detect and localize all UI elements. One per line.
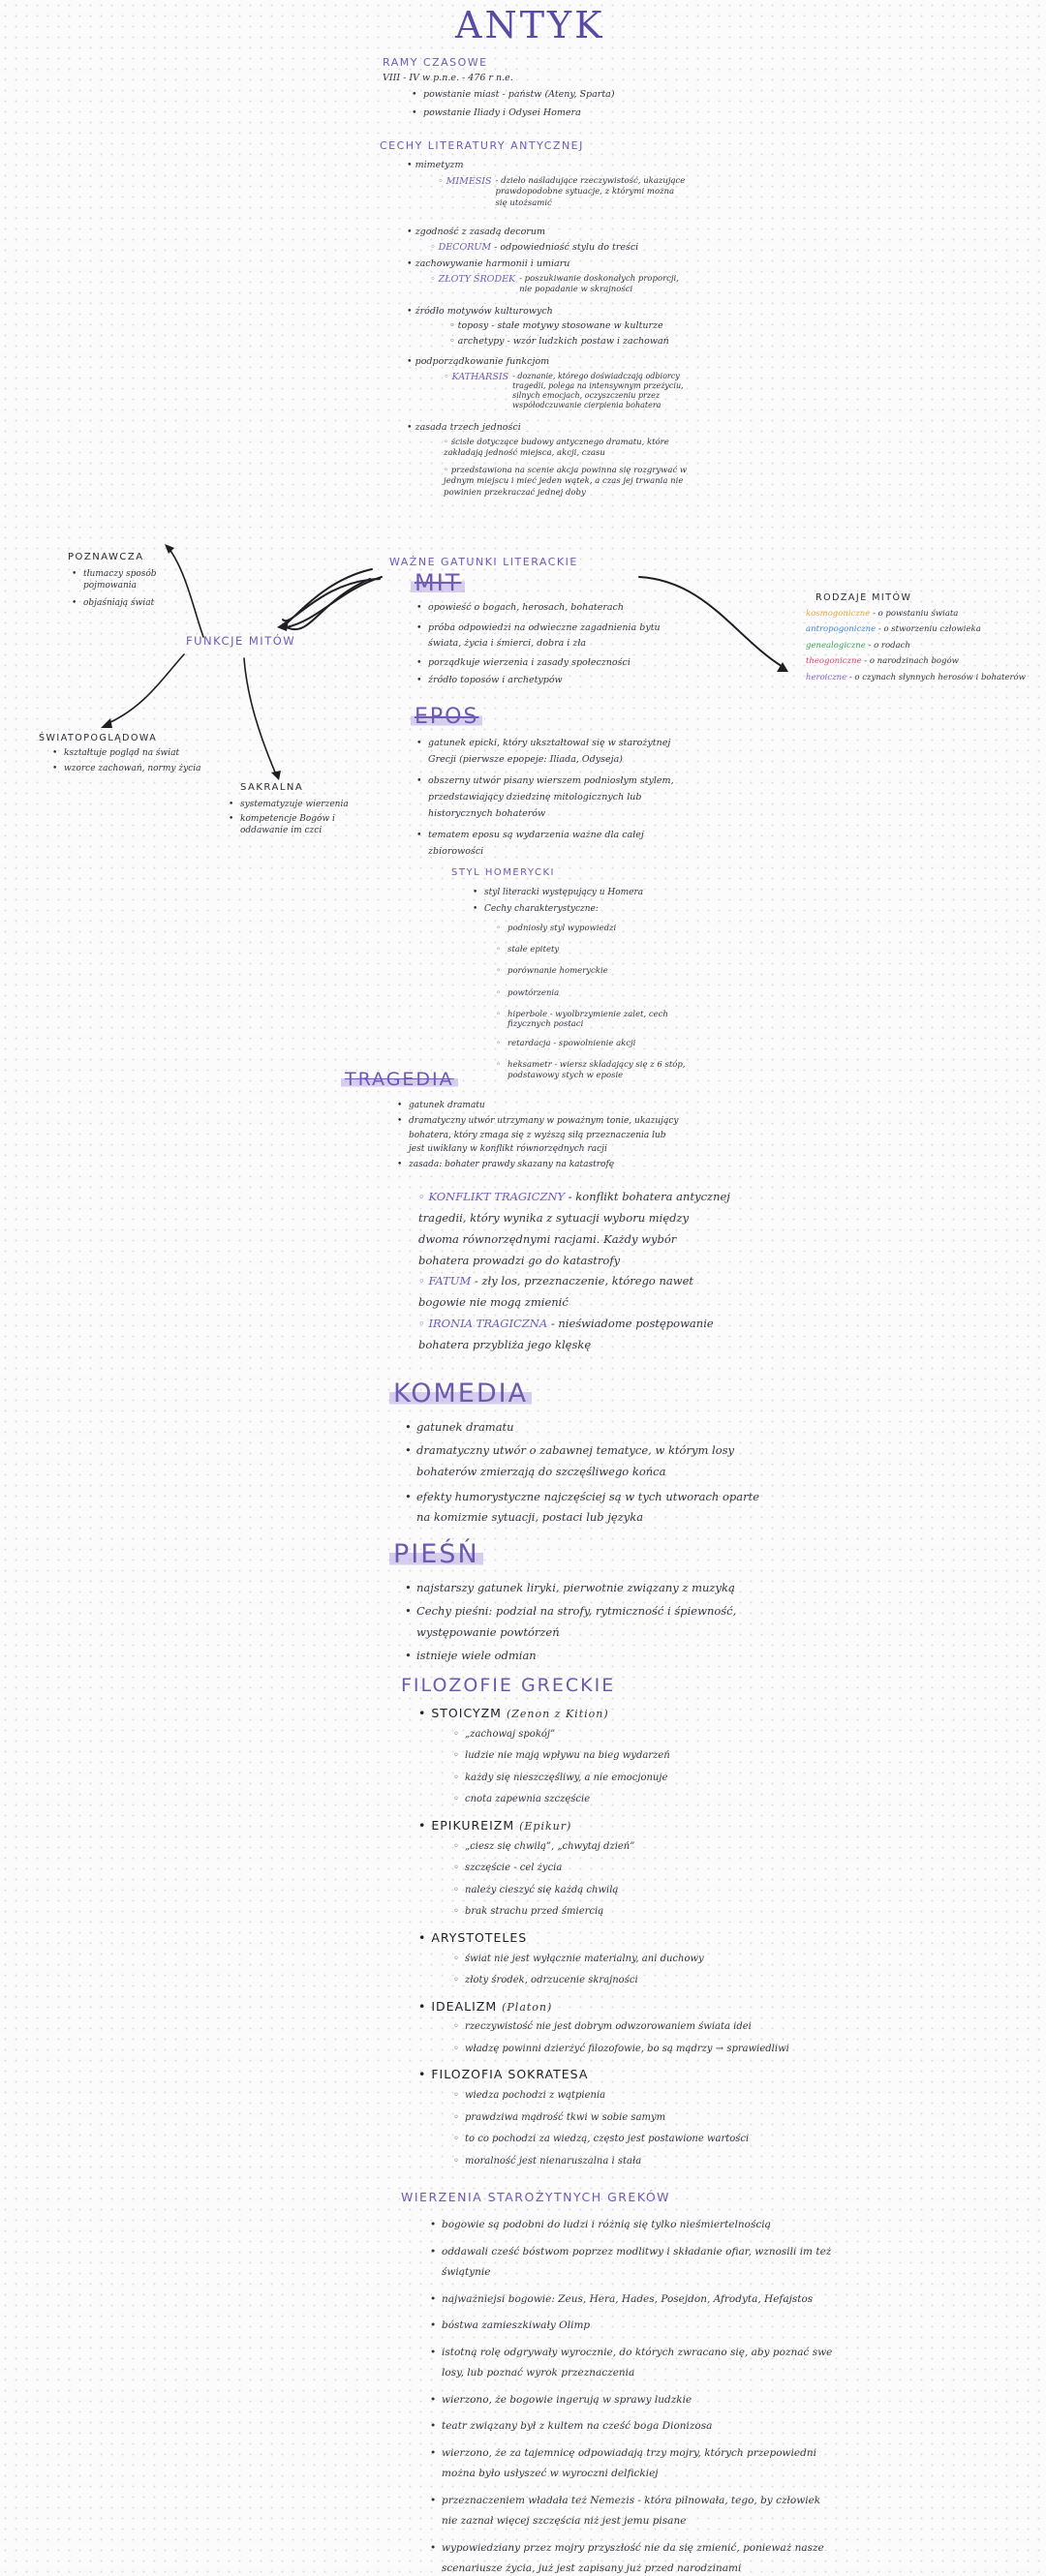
- zloty-def: - poszukiwanie doskonałych proporcji, nie popadanie w skrajności: [519, 273, 679, 295]
- katharsis-term: KATHARSIS: [451, 371, 509, 382]
- fatum-def: - zły los, przeznaczenie, którego nawet bogowie nie mogą zmienić: [418, 1274, 694, 1310]
- list-item: • próba odpowiedzi na odwieczne zagadnienia bytu świata, życia i śmierci, dobra i zła: [416, 621, 673, 652]
- konflikt-def: - konflikt bohatera antycznej tragedii, który wynika z sytuacji wyboru między dwoma równorzędnymi racjami. Każdy wybór bohatera prowadzi go do katastrofy: [418, 1190, 730, 1267]
- list-item: ◦ szczęście - cel życia: [453, 1862, 864, 1875]
- mimesis-def: - dzieło naśladujące rzeczywistość, ukazujące prawdopodobne sytuacje, z którymi można się utożsamić: [495, 175, 686, 208]
- list-item: ◦ hiperbole - wyolbrzymienie zalet, cech fizycznych postaci: [496, 1010, 690, 1029]
- piesn-list: [405, 1580, 792, 1664]
- list-item: • obszerny utwór pisany wierszem podniosłym stylem, przedstawiający dziedzinę mitologicznych lub historycznych bohaterów: [416, 773, 678, 822]
- filozofia-heading: • FILOZOFIA SOKRATESA: [418, 2067, 589, 2082]
- mit-heading: MIT: [411, 569, 465, 596]
- cechy-section: [380, 139, 680, 152]
- list-item: • wzorce zachowań, normy życia: [52, 763, 232, 774]
- funkcje-center: FUNKCJE MITÓW: [186, 634, 296, 648]
- epos-heading: EPOS: [411, 705, 482, 729]
- list-item: • Cechy pieśni: podział na strofy, rytmiczność i śpiewność, występowanie powtórzeń: [405, 1601, 792, 1644]
- filozofia-heading: • ARYSTOTELES: [418, 1929, 528, 1945]
- filozofia-name: IDEALIZM: [431, 1998, 498, 2014]
- list-item: • istotną rolę odgrywały wyrocznie, do których zwracano się, aby poznać swe losy, lub poznać wyrok przeznaczenia: [430, 2343, 837, 2384]
- filozofie-list: [418, 1706, 864, 2179]
- filozofia-heading: • IDEALIZM (Platon): [418, 1998, 553, 2014]
- list-item: • wierzono, że za tajemnicę odpowiadają trzy mojry, których przepowiedni można było usłyszeć w wyroczni delfickiej: [430, 2443, 837, 2485]
- konflikt-row: ◦ KONFLIKT TRAGICZNY - konflikt bohatera antycznej tragedii, który wynika z sytuacji wyboru między dwoma równorzędnymi racjami. Każdy wybór bohatera prowadzi go do katastrofy: [418, 1190, 730, 1267]
- list-item: ◦ podniosły styl wypowiedzi: [496, 924, 690, 933]
- list-item: • porządkuje wierzenia i zasady społeczności: [416, 657, 673, 670]
- rodzaj-name: antropogoniczne: [806, 624, 877, 635]
- list-item: ◦ „zachowaj spokój”: [453, 1728, 864, 1742]
- rodzaj-item: [806, 641, 1038, 652]
- list-item: ◦ rzeczywistość nie jest dobrym odwzorowaniem świata idei: [453, 2020, 864, 2034]
- arrowhead-rodzaje: [777, 662, 788, 672]
- katharsis-row: ◦ KATHARSIS - doznanie, którego doświadczają odbiorcy tragedii, polega na intensywnym przeżyciu, silnych emocjach, oczyszczeniu przez współodczuwanie cierpienia bohatera: [444, 372, 688, 410]
- rodzaj-desc: - o czynach słynnych herosów i bohaterów: [848, 672, 1026, 682]
- list-item: • najważniejsi bogowie: Zeus, Hera, Hades, Posejdon, Afrodyta, Hefajstos: [430, 2289, 837, 2311]
- filozofie-heading: FILOZOFIE GRECKIE: [401, 1675, 616, 1696]
- decorum-def: - odpowiedniość stylu do treści: [494, 242, 639, 254]
- wierzenia-heading: WIERZENIA STAROŻYTNYCH GREKÓW: [401, 2190, 671, 2204]
- filozofia-name: EPIKUREIZM: [431, 1817, 515, 1833]
- rodzaj-desc: - o rodach: [868, 640, 910, 651]
- rodzaje-list: [806, 609, 1038, 683]
- list-item: ◦ ludzie nie mają wpływu na bieg wydarzeń: [453, 1749, 864, 1763]
- list-item: ◦ należy cieszyć się każdą chwilą: [453, 1884, 864, 1897]
- list-item: • objaśniają świat: [72, 597, 178, 609]
- ironia-def: - nieświadome postępowanie bohatera przybliża jego klęskę: [418, 1317, 714, 1351]
- arrow-to-swiatopogladowa: [107, 654, 184, 724]
- arrow-mit-to-funkcje: [283, 579, 380, 621]
- list-item: ◦ cnota zapewnia szczęście: [453, 1793, 864, 1806]
- styl-heading: STYL HOMERYCKI: [451, 867, 556, 878]
- swiatopogladowa-block: [39, 733, 232, 774]
- list-item: • powstanie Iliady i Odysei Homera: [412, 107, 673, 120]
- list-item: • gatunek dramatu: [405, 1419, 773, 1437]
- zloty-term: ZŁOTY ŚRODEK: [438, 273, 516, 285]
- filozofia-name: STOICYZM: [431, 1706, 502, 1720]
- list-item: • powstanie miast - państw (Ateny, Sparta): [412, 89, 673, 102]
- filozofia-heading: • STOICYZM (Zenon z Kition): [418, 1706, 609, 1720]
- rodzaje-heading: RODZAJE MITÓW: [815, 592, 912, 603]
- rodzaj-item: [806, 609, 1038, 620]
- rodzaj-name: heroiczne: [806, 672, 847, 682]
- list-item: ◦ brak strachu przed śmiercią: [453, 1905, 864, 1919]
- list-item: • wierzono, że bogowie ingerują w sprawy ludzkie: [430, 2390, 837, 2411]
- motywy-label: • źródło motywów kulturowych: [407, 305, 553, 317]
- filozofia-block: [418, 1999, 864, 2056]
- piesn-heading: PIEŚŃ: [389, 1539, 483, 1569]
- archetypy-item: ◦ archetypy - wzór ludzkich postaw i zachowań: [449, 336, 669, 348]
- list-item: ◦ heksametr - wiersz składający się z 6 stóp, podstawowy stych w eposie: [496, 1060, 690, 1079]
- ramy-section: [383, 56, 673, 119]
- list-item: • istnieje wiele odmian: [405, 1648, 792, 1665]
- filozofia-name: FILOZOFIA SOKRATESA: [431, 2067, 589, 2082]
- rodzaj-desc: - o powstaniu świata: [873, 609, 959, 619]
- poznawcza-block: [68, 552, 213, 609]
- jednosci-label: • zasada trzech jedności: [407, 421, 521, 433]
- toposy-item: ◦ toposy - stałe motywy stosowane w kulturze: [449, 320, 663, 332]
- list-item: • bogowie są podobni do ludzi i różnią się tylko nieśmiertelnością: [430, 2215, 837, 2236]
- ironia-term: IRONIA TRAGICZNA: [428, 1317, 548, 1331]
- list-item: ◦ powtórzenia: [496, 988, 690, 998]
- list-item: ◦ „ciesz się chwilą”, „chwytaj dzień”: [453, 1840, 864, 1854]
- list-item: • wypowiedziany przez mojry przyszłość nie da się zmienić, ponieważ nasze scenariusze życia, już jest zapisany już przed narodzinami: [430, 2538, 837, 2576]
- list-item: ◦ każdy się nieszczęśliwy, a nie emocjonuje: [453, 1772, 864, 1785]
- filozofia-block: [418, 1706, 864, 1806]
- list-item: • najstarszy gatunek liryki, pierwotnie związany z muzyką: [405, 1580, 792, 1597]
- list-item: ◦ władzę powinni dzierżyć filozofowie, bo są mądrzy → sprawiedliwi: [453, 2043, 864, 2056]
- list-item: • systematyzuje wierzenia: [229, 799, 366, 810]
- rodzaj-item: [806, 624, 1038, 635]
- cechy-heading: CECHY LITERATURY ANTYCZNEJ: [380, 139, 584, 152]
- tragedia-heading: TRAGEDIA: [341, 1069, 458, 1090]
- poznawcza-heading: POZNAWCZA: [68, 552, 144, 562]
- filozofia-author: (Epikur): [519, 1819, 572, 1833]
- fatum-term: FATUM: [428, 1274, 472, 1288]
- list-item: • opowieść o bogach, herosach, bohaterach: [416, 602, 673, 615]
- rodzaj-desc: - o stworzeniu człowieka: [877, 624, 981, 635]
- list-item: • dramatyczny utwór o zabawnej tematyce, w którym losy bohaterów zmierzają do szczęśliwego końca: [405, 1440, 773, 1483]
- list-item: • tłumaczy sposób pojmowania: [72, 568, 178, 591]
- tragedia-terms: [418, 1187, 730, 1356]
- komedia-heading: KOMEDIA: [389, 1379, 532, 1409]
- epos-cechy-list: [496, 924, 690, 1090]
- list-item: ◦ retardacja - spowolnienie akcji: [496, 1039, 690, 1048]
- jednosci-item-1: ◦ ścisłe dotyczące budowy antycznego dramatu, które zakładają jedność miejsca, akcji, czasu: [444, 437, 669, 459]
- filozofia-block: [418, 2067, 864, 2167]
- sakralna-heading: SAKRALNA: [240, 782, 304, 793]
- gatunki-heading: WAŻNE GATUNKI LITERACKIE: [389, 556, 578, 568]
- decorum-label: • zgodność z zasadą decorum: [407, 227, 545, 238]
- list-item: • tematem eposu są wydarzenia ważne dla całej zbiorowości: [416, 828, 678, 860]
- wierzenia-list: [430, 2215, 837, 2576]
- rodzaj-item: [806, 673, 1038, 683]
- rodzaj-name: kosmogoniczne: [806, 609, 871, 619]
- mimesis-term: MIMESIS: [446, 175, 492, 187]
- list-item: • gatunek epicki, który ukształtował się w starożytnej Grecji (pierwsze epopeje: Iliada, Odyseja): [416, 736, 678, 768]
- jednosci-item-2: ◦ przedstawiona na scenie akcja powinna się rozgrywać w jednym miejscu i mieć jeden wątek, a czas jej trwania nie powinien przekraczać jednej doby: [444, 465, 688, 498]
- rodzaje-block: [806, 592, 1038, 688]
- decorum-row: ◦ DECORUM - odpowiedniość stylu do treści: [430, 242, 639, 254]
- filozofia-heading: • EPIKUREIZM (Epikur): [418, 1817, 572, 1833]
- styl-list: [473, 887, 686, 915]
- filozofia-author: (Platon): [502, 2000, 553, 2014]
- list-item: ◦ świat nie jest wyłącznie materialny, ani duchowy: [453, 1953, 864, 1966]
- mimesis-row: ◦ MIMESIS - dzieło naśladujące rzeczywistość, ukazujące prawdopodobne sytuacje, z którymi można się utożsamić: [438, 176, 688, 209]
- rodzaj-name: theogoniczne: [806, 656, 862, 667]
- ironia-row: ◦ IRONIA TRAGICZNA - nieświadome postępowanie bohatera przybliża jego klęskę: [418, 1317, 714, 1351]
- rodzaj-desc: - o narodzinach bogów: [864, 656, 959, 667]
- list-item: ◦ to co pochodzi za wiedzą, często jest postawione wartości: [453, 2133, 864, 2146]
- list-item: • styl literacki występujący u Homera: [473, 887, 686, 898]
- mimesis-label: • mimetyzm: [407, 160, 464, 170]
- harmonia-label: • zachowywanie harmonii i umiaru: [407, 258, 570, 269]
- list-item: • bóstwa zamieszkiwały Olimp: [430, 2316, 837, 2337]
- filozofia-name: ARYSTOTELES: [431, 1929, 528, 1945]
- rodzaj-item: [806, 656, 1038, 667]
- arrow-to-sakralna: [244, 658, 276, 774]
- list-item: ◦ stałe epitety: [496, 945, 690, 955]
- komedia-list: [405, 1419, 773, 1529]
- list-item: • Cechy charakterystyczne:: [473, 903, 686, 915]
- list-item: • kompetencje Bogów i oddawanie im czci: [229, 813, 366, 836]
- list-item: ◦ wiedza pochodzi z wątpienia: [453, 2089, 864, 2103]
- decorum-term: DECORUM: [438, 242, 492, 254]
- list-item: • efekty humorystyczne najczęściej są w tych utworach oparte na komizmie sytuacji, postaci lub języka: [405, 1487, 773, 1530]
- filozofia-author: (Zenon z Kition): [506, 1708, 609, 1720]
- list-item: ◦ prawdziwa mądrość tkwi w sobie samym: [453, 2111, 864, 2125]
- list-item: • zasada: bohater prawdy skazany na katastrofę: [397, 1159, 683, 1170]
- list-item: ◦ moralność jest nienaruszalna i stała: [453, 2155, 864, 2168]
- katharsis-def: - doznanie, którego doświadczają odbiorcy tragedii, polega na intensywnym przeżyciu, silnych emocjach, oczyszczeniu przez współodczuwanie cierpienia bohatera: [512, 371, 684, 409]
- epos-list: [416, 736, 678, 860]
- mit-list: [416, 602, 673, 687]
- cechy-list: [407, 160, 688, 499]
- swiat-heading: ŚWIATOPOGLĄDOWA: [39, 733, 158, 743]
- funkcje-label: • podporządkowanie funkcjom: [407, 356, 550, 368]
- ramy-line: VIII - IV w p.n.e. - 476 r n.e.: [383, 73, 513, 83]
- list-item: • kształtuje pogląd na świat: [52, 747, 232, 759]
- arrowhead-funkcje: [277, 620, 289, 631]
- tragedia-list: [397, 1100, 683, 1170]
- rodzaj-name: genealogiczne: [806, 640, 866, 651]
- filozofia-block: [418, 1930, 864, 1987]
- zloty-row: ◦ ZŁOTY ŚRODEK - poszukiwanie doskonałych proporcji, nie popadanie w skrajności: [430, 274, 688, 296]
- sakralna-block: [240, 782, 366, 836]
- list-item: • teatr związany był z kultem na cześć boga Dionizosa: [430, 2416, 837, 2438]
- page-title: ANTYK: [455, 4, 605, 46]
- list-item: • dramatyczny utwór utrzymany w poważnym tonie, ukazujący bohatera, który zmaga się z wyższą siłą przeznaczenia lub jest uwikłany w konflikt równorzędnych racji: [397, 1114, 683, 1156]
- fatum-row: ◦ FATUM - zły los, przeznaczenie, którego nawet bogowie nie mogą zmienić: [418, 1274, 694, 1310]
- list-item: • gatunek dramatu: [397, 1100, 683, 1111]
- filozofia-block: [418, 1818, 864, 1919]
- list-item: • przeznaczeniem władała też Nemezis - która pilnowała, tego, by człowiek nie zaznał więcej szczęścia niż jest jemu pisane: [430, 2491, 837, 2532]
- ramy-heading: RAMY CZASOWE: [383, 56, 488, 69]
- list-item: ◦ złoty środek, odrzucenie skrajności: [453, 1974, 864, 1987]
- list-item: • oddawali cześć bóstwom poprzez modlitwy i składanie ofiar, wznosili im też świątynie: [430, 2242, 837, 2284]
- konflikt-term: KONFLIKT TRAGICZNY: [428, 1190, 566, 1203]
- list-item: ◦ porównanie homeryckie: [496, 966, 690, 976]
- list-item: • źródło toposów i archetypów: [416, 675, 673, 687]
